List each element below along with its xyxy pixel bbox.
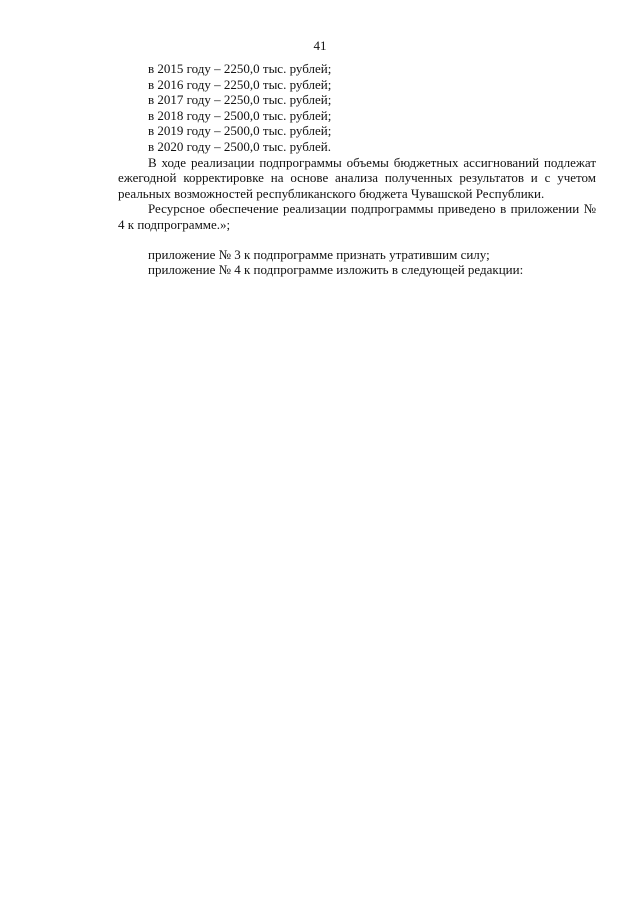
funding-line-2016: в 2016 году – 2250,0 тыс. рублей;	[148, 76, 332, 92]
funding-line-2017: в 2017 году – 2250,0 тыс. рублей;	[148, 92, 332, 108]
funding-line-2015: в 2015 году – 2250,0 тыс. рублей;	[148, 61, 332, 76]
funding-line-2018: в 2018 году – 2500,0 тыс. рублей;	[148, 107, 332, 123]
page-number: 41	[313, 38, 327, 53]
paragraph-gap	[118, 233, 596, 247]
page-content	[118, 61, 596, 278]
paragraph-appendix-3: приложение № 3 к подпрограмме признать утратившим силу;	[148, 246, 490, 262]
paragraph-appendix-4: приложение № 4 к подпрограмме изложить в следующей редакции:	[148, 262, 524, 278]
paragraph-adjustment: В ходе реализации подпрограммы объемы бюджетных ассигнований подлежат ежегодной корректировке на основе анализа полученных результатов и с учетом реальных возможностей республиканского бюджета Чувашской Республики.	[118, 154, 596, 201]
paragraph-resources: Ресурсное обеспечение реализации подпрограммы приведено в приложении № 4 к подпрограмме.»;	[118, 201, 596, 232]
funding-line-2019: в 2019 году – 2500,0 тыс. рублей;	[148, 123, 332, 139]
funding-line-2020: в 2020 году – 2500,0 тыс. рублей.	[148, 138, 331, 154]
